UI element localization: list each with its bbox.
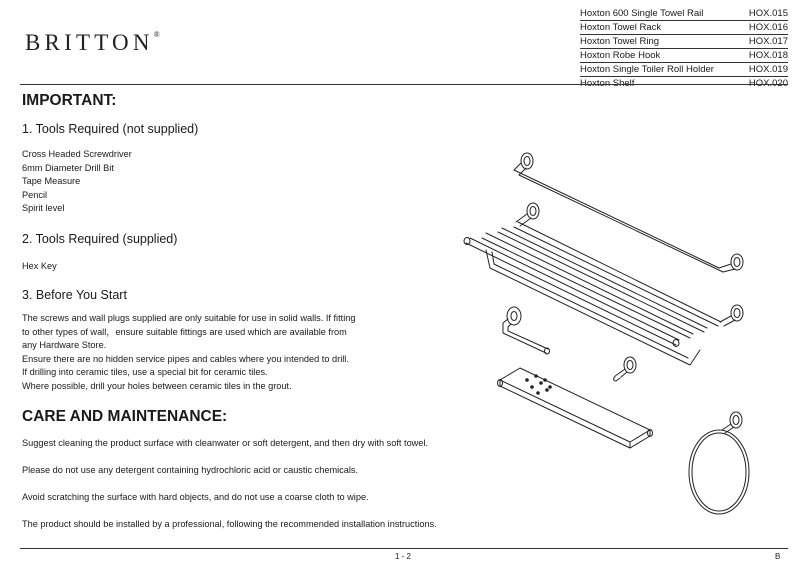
care-item: Suggest cleaning the product surface with cleanwater or soft detergent, and then dry with soft towel. [22,438,429,448]
product-code: HOX.017 [748,36,788,47]
list-item: Hex Key [22,261,57,271]
shelf-illustration [498,368,653,448]
brand-name: BRITTON [25,30,154,55]
paragraph-line: any Hardware Store. [22,340,107,350]
product-code: HOX.018 [748,50,788,61]
care-item: The product should be installed by a professional, following the recommended installation instructions. [22,519,437,529]
towel-rack-illustration [464,203,743,365]
list-item: 6mm Diameter Drill Bit [22,162,114,173]
paragraph-line: The screws and wall plugs supplied are only suitable for use in solid walls. If fitting [22,313,356,323]
paragraph-line: Ensure there are no hidden service pipes and cables where you intended to drill. [22,353,349,364]
revision-letter: B [775,552,781,561]
product-name: Hoxton Single Toiler Roll Holder [580,64,714,75]
product-name: Hoxton 600 Single Towel Rail [580,8,704,19]
product-code: HOX.016 [748,22,788,33]
towel-ring-illustration [689,412,749,514]
product-code: HOX.015 [748,8,788,19]
towel-rail-illustration [514,153,743,272]
section-1-heading: 1. Tools Required (not supplied) [22,122,199,136]
list-item: Tape Measure [22,176,81,186]
robe-hook-illustration [614,357,636,381]
section-2-heading: 2. Tools Required (supplied) [22,232,178,246]
product-name: Hoxton Towel Ring [580,36,660,47]
care-item: Please do not use any detergent containing hydrochloric acid or caustic chemicals. [22,465,359,475]
section-3-heading: 3. Before You Start [22,288,127,302]
care-item: Avoid scratching the surface with hard objects, and do not use a coarse cloth to wipe. [22,492,369,502]
paragraph-line: Where possible, drill your holes between ceramic tiles in the grout. [22,380,292,391]
care-heading: CARE AND MAINTENANCE: [22,408,228,425]
page-number: 1 - 2 [395,552,412,561]
registered-mark: ® [153,30,160,40]
list-item: Spirit level [22,203,65,213]
list-item: Cross Headed Screwdriver [22,149,132,159]
product-code: HOX.019 [748,64,788,75]
toilet-roll-holder-illustration [503,307,550,354]
product-name: Hoxton Robe Hook [580,50,661,61]
paragraph-line: to other types of wall，ensure suitable fittings are used which are available from [22,326,347,337]
list-item: Pencil [22,189,48,200]
paragraph-line: If drilling into ceramic tiles, use a special bit for ceramic tiles. [22,367,268,377]
product-name: Hoxton Towel Rack [580,22,662,33]
important-heading: IMPORTANT: [22,92,117,109]
